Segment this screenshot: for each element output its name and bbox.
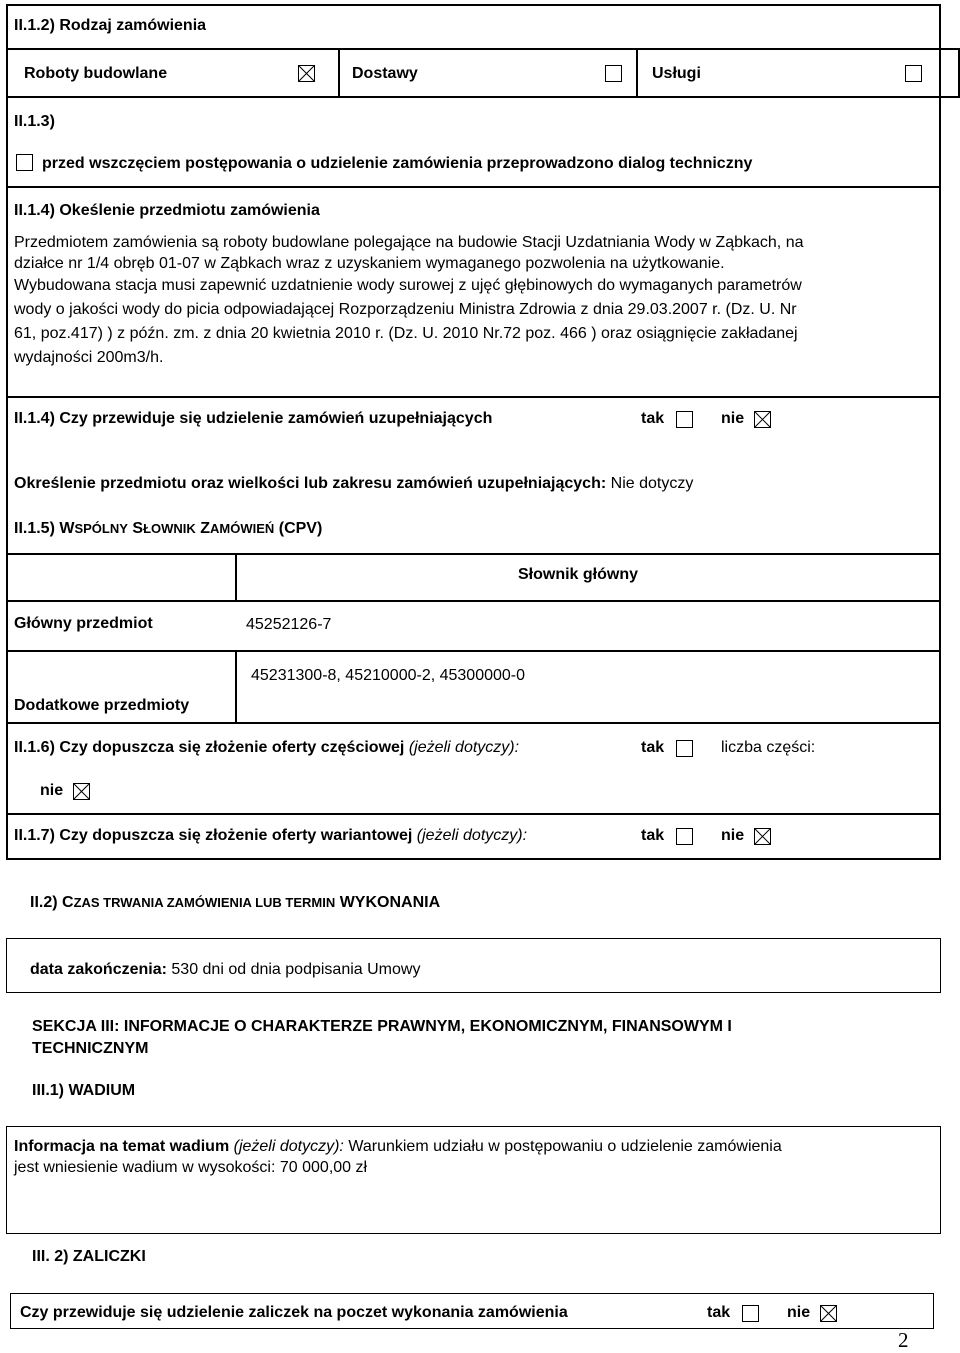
section-title-dialog: II.1.3) [14,113,55,130]
cpv-main-value: 45252126-7 [246,616,332,633]
duration-prefix: II.2) C [30,894,74,911]
yes-label: tak [641,739,665,756]
supplementary-description-label: Określenie przedmiotu oraz wielkości lub zakresu zamówień uzupełniających: [14,475,607,492]
section-title-wadium: III.1) WADIUM [32,1082,136,1099]
frame-bottom-border [6,858,941,860]
checkbox-supplementary-yes[interactable] [676,411,693,428]
variant-offer-question [14,827,527,845]
variant-offer-note: (jeżeli dotyczy): [416,827,528,844]
divider [338,48,340,96]
wadium-info-line [14,1138,782,1156]
option-label-services: Usługi [652,65,701,82]
no-label: nie [721,410,745,427]
frame-top-border [6,4,941,6]
cpv-word-rest: SPÓLNY [74,521,128,536]
checkbox-variant-yes[interactable] [676,828,693,845]
frame-right-border [939,4,941,859]
partial-offer-question [14,739,519,757]
cpv-extra-label: Dodatkowe przedmioty [14,697,190,714]
supplementary-description-value: Nie dotyczy [610,475,694,492]
section-iii-title: SEKCJA III: INFORMACJE O CHARAKTERZE PRAWNYM, EKONOMICZNYM, FINANSOWYM I [32,1018,732,1035]
frame-left-border [6,4,8,859]
section-title-subject: II.1.4) Okeślenie przedmiotu zamówienia [14,202,320,219]
duration-mid: ZAS TRWANIA ZAMÓWIENIA LUB TERMIN [73,895,336,910]
divider [6,96,960,98]
divider [6,650,941,652]
checkbox-partial-yes[interactable] [676,740,693,757]
cpv-suffix: (CPV) [278,520,323,537]
supplementary-question: II.1.4) Czy przewiduje się udzielenie zamówień uzupełniających [14,410,493,427]
checkbox-works-checked[interactable] [298,65,315,82]
subject-line: Wybudowana stacja musi zapewnić uzdatnienie wody surowej z ujęć głębinowych do wymaganych parametrów [14,277,802,294]
wadium-info-text-cont: jest wniesienie wadium w wysokości: 70 000,00 zł [14,1159,368,1176]
checkbox-partial-no-checked[interactable] [73,783,90,800]
partial-offer-question-text: II.1.6) Czy dopuszcza się złożenie oferty częściowej [14,739,405,756]
no-label: nie [40,782,64,799]
cpv-word-cap: W [59,520,75,537]
cpv-word-rest: AMÓWIEŃ [210,521,275,536]
checkbox-advances-yes[interactable] [742,1305,759,1322]
yes-label: tak [641,410,665,427]
checkbox-services[interactable] [905,65,922,82]
divider [6,186,941,188]
yes-label: tak [641,827,665,844]
checkbox-variant-no-checked[interactable] [754,828,771,845]
divider [6,600,941,602]
dialog-text: przed wszczęciem postępowania o udzielenie zamówienia przeprowadzono dialog techniczny [42,155,753,172]
variant-offer-question-text: II.1.7) Czy dopuszcza się złożenie oferty wariantowej [14,827,413,844]
divider [6,553,941,555]
subject-line: wody o jakości wody do picia odpowiadającej Rozporządzeniu Ministra Zdrowia z dnia 29.03.2007 r. (Dz. U. Nr [14,301,797,318]
wadium-info-label: Informacja na temat wadium [14,1138,230,1155]
end-date-value: 530 dni od dnia podpisania Umowy [171,961,421,978]
divider [6,722,941,724]
option-label-works: Roboty budowlane [24,65,168,82]
partial-offer-note: (jeżeli dotyczy): [408,739,520,756]
cpv-word-cap: Z [200,520,211,537]
end-date-row [30,961,420,979]
parts-count-label: liczba części: [721,739,816,756]
divider [235,553,237,600]
wadium-info-text: Warunkiem udziału w postępowaniu o udzielenie zamówienia [348,1138,782,1155]
cpv-prefix: II.1.5) [14,520,60,537]
duration-suffix: WYKONANIA [339,894,441,911]
end-date-label: data zakończenia: [30,961,167,978]
page-number: 2 [898,1328,909,1352]
subject-line: wydajności 200m3/h. [14,349,164,366]
subject-line: 61, poz.417) ) z późn. zm. z dnia 20 kwietnia 2010 r. (Dz. U. 2010 Nr.72 poz. 466 ) oraz osiągnięcie zakładanej [14,325,798,342]
yes-label: tak [707,1304,731,1321]
divider [636,48,638,96]
wadium-info-note: (jeżeli dotyczy): [233,1138,344,1155]
checkbox-advances-no-checked[interactable] [820,1305,837,1322]
advances-question: Czy przewiduje się udzielenie zaliczek na poczet wykonania zamówienia [20,1304,568,1321]
checkbox-supplementary-no-checked[interactable] [754,411,771,428]
section-iii-title-cont: TECHNICZNYM [32,1040,149,1057]
subject-line: Przedmiotem zamówienia są roboty budowlane polegające na budowie Stacji Uzdatniania Wody w Ząbkach, na [14,234,804,251]
checkbox-supplies[interactable] [605,65,622,82]
cpv-extra-value: 45231300-8, 45210000-2, 45300000-0 [251,667,526,684]
cpv-column-header: Słownik główny [518,566,639,583]
divider [6,48,960,50]
option-label-supplies: Dostawy [352,65,418,82]
divider [6,396,941,398]
divider [6,813,941,815]
divider [958,48,960,96]
subject-line: działce nr 1/4 obręb 01-07 w Ząbkach wraz z uzyskaniem wymaganego pozwolenia na użytkowanie. [14,255,725,272]
section-title-duration [30,894,440,912]
section-title-contract-type: II.1.2) Rodzaj zamówienia [14,17,207,34]
no-label: nie [787,1304,811,1321]
section-title-cpv [14,520,322,538]
cpv-word-rest: ŁOWNIK [143,521,196,536]
section-title-advances: III. 2) ZALICZKI [32,1248,146,1265]
divider [235,650,237,722]
checkbox-dialog[interactable] [16,154,33,171]
supplementary-description [14,475,693,493]
no-label: nie [721,827,745,844]
cpv-word-cap: S [132,520,144,537]
cpv-main-label: Główny przedmiot [14,615,153,632]
